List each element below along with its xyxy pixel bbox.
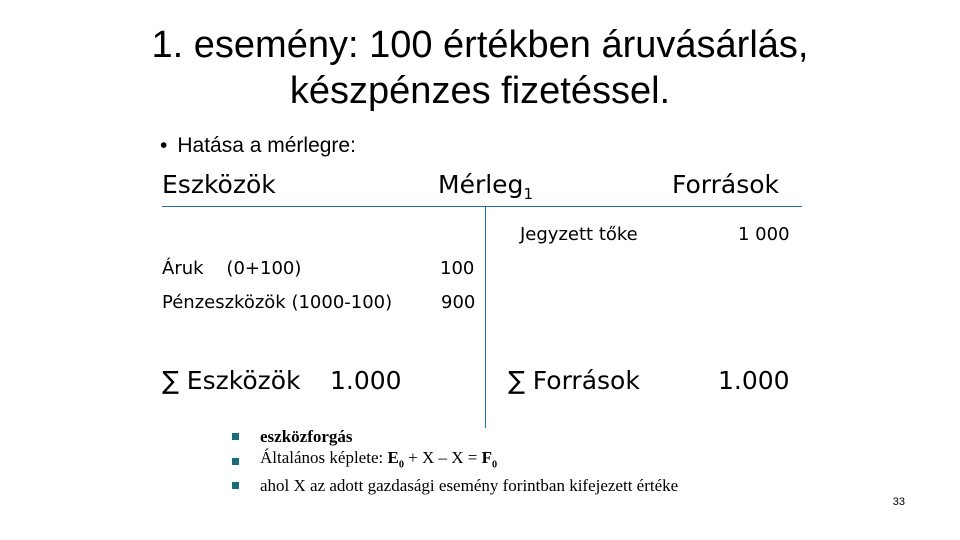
asset-value-goods: 100 [440,258,475,279]
formula-f-sub: 0 [492,459,498,471]
square-bullet-icon [232,458,239,465]
asset-label-goods: Áruk (0+100) [162,258,302,279]
asset-value-cash: 900 [441,292,476,313]
sheet-title-text: Mérleg [438,170,524,199]
formula-e-sub: 0 [398,459,404,471]
t-account-horizontal-line [162,206,802,207]
title-line-1: 1. esemény: 100 értékben áruvásárlás, [151,24,809,66]
note-item [232,426,678,447]
sources-total-value: 1.000 [718,366,790,395]
assets-header: Eszközök [162,170,276,199]
assets-total-label: ∑ Eszközök [162,366,301,395]
sheet-title [438,170,533,203]
slide-title [0,22,960,114]
bullet-text: Hatása a mérlegre: [177,134,356,157]
liability-label: Jegyzett tőke [520,224,638,245]
title-line-2: készpénzes fizetéssel. [289,70,671,112]
formula-middle: + X – X = [403,448,482,467]
square-bullet-icon [232,433,239,440]
assets-total-value: 1.000 [330,366,402,395]
liability-value: 1 000 [738,224,790,245]
formula-e: E [387,448,399,467]
sheet-title-subscript: 1 [523,185,533,203]
note-item [232,447,678,475]
formula-prefix: Általános képlete: [260,448,388,467]
square-bullet-icon [232,482,239,489]
note-text-eszkozforgas: eszközforgás [260,427,353,446]
t-account-vertical-line [485,206,486,428]
bullet-item [160,134,356,158]
formula-f: F [481,448,493,467]
sources-total-label: ∑ Források [508,366,640,395]
note-text-x-definition: ahol X az adott gazdasági esemény forintban kifejezett értéke [260,476,679,496]
bullet-dot-icon: • [160,134,168,157]
page-number: 33 [892,496,905,508]
formula [387,448,498,471]
notes-list [232,426,678,496]
asset-label-cash: Pénzeszközök (1000-100) [162,292,393,313]
sources-header: Források [672,170,780,199]
note-item [232,475,678,496]
note-formula-line [260,447,497,475]
